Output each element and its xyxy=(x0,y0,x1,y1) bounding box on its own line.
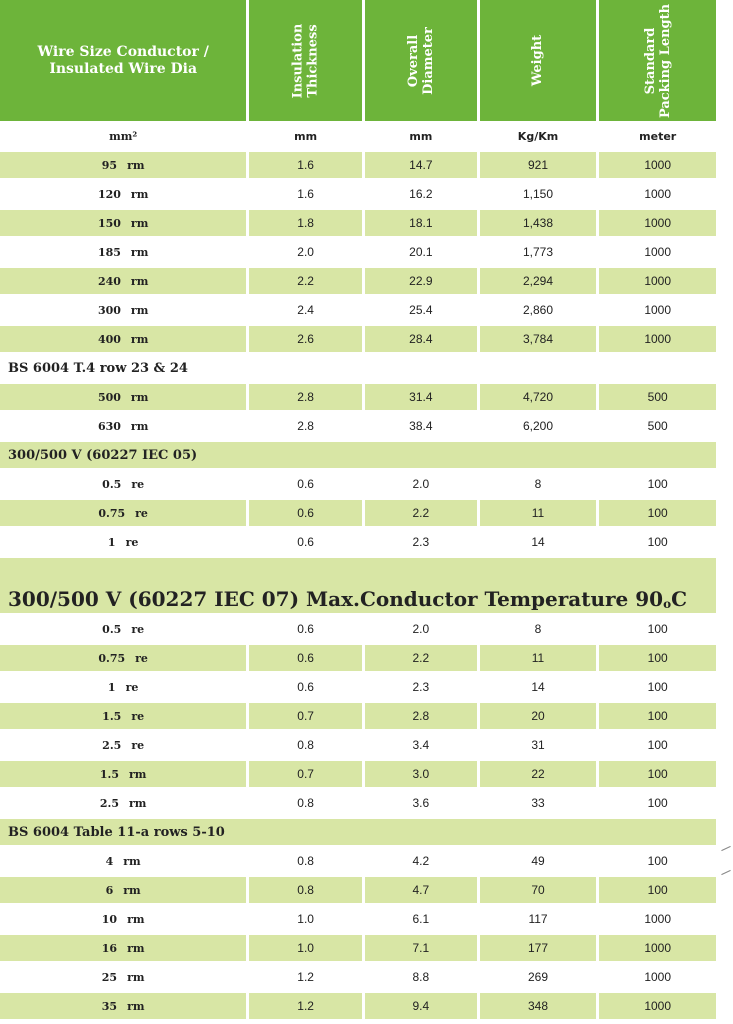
cell-dia: 18.1 xyxy=(365,210,477,236)
size-unit: rm xyxy=(123,854,141,868)
table-row xyxy=(0,268,716,294)
cell-wt: 8 xyxy=(534,477,542,491)
group-bs6004-11a xyxy=(0,848,716,1019)
cell-wire-size xyxy=(0,210,246,236)
size-unit: rm xyxy=(130,419,149,433)
cell-dia: 2.3 xyxy=(412,535,430,549)
size-value: 400 xyxy=(97,332,121,346)
cell-wire-size xyxy=(0,906,246,932)
section-iec05: 300/500 V (60227 IEC 05) xyxy=(0,442,716,468)
cell-dia: 2.2 xyxy=(365,500,477,526)
table-row xyxy=(0,413,716,439)
size-value: 0.75 xyxy=(98,651,126,665)
cell-wire-size xyxy=(0,935,246,961)
cell-wire-size xyxy=(0,413,246,439)
cell-wt: 33 xyxy=(531,796,545,810)
size-unit: rm xyxy=(127,941,145,955)
size-unit: re xyxy=(131,622,145,636)
cell-len: 1000 xyxy=(599,210,716,236)
table-row xyxy=(0,210,716,236)
cell-wire-size xyxy=(0,500,246,526)
table-row xyxy=(0,674,716,700)
cell-wt: 11 xyxy=(480,500,597,526)
edge-mark xyxy=(721,870,730,875)
cell-wt: 1,150 xyxy=(522,187,554,201)
size-value: 10 xyxy=(101,912,118,926)
table-row xyxy=(0,935,716,961)
table-row xyxy=(0,761,716,787)
unit-length: meter xyxy=(639,129,677,143)
cell-len: 100 xyxy=(647,477,668,491)
cell-thk: 2.8 xyxy=(249,384,362,410)
cell-len: 100 xyxy=(647,796,668,810)
table-row xyxy=(0,297,716,323)
size-value: 4 xyxy=(105,854,114,868)
cell-dia: 22.9 xyxy=(365,268,477,294)
size-value: 2.5 xyxy=(102,738,122,752)
cell-wt: 117 xyxy=(528,912,548,926)
cell-thk: 1.2 xyxy=(249,993,362,1019)
cell-thk: 0.6 xyxy=(249,645,362,671)
cell-wire-size xyxy=(0,384,246,410)
cell-thk: 0.7 xyxy=(249,703,362,729)
cell-wt: 1,773 xyxy=(522,245,554,259)
size-value: 0.5 xyxy=(102,477,122,491)
size-value: 0.5 xyxy=(102,622,122,636)
cell-thk: 0.6 xyxy=(297,680,314,694)
section-iec07-tail: C xyxy=(671,587,688,611)
size-unit: rm xyxy=(130,187,149,201)
section-bs6004-11a: BS 6004 Table 11-a rows 5-10 xyxy=(0,819,716,845)
header-weight-label: Weight xyxy=(530,34,546,87)
size-value: 630 xyxy=(97,419,121,433)
table-row xyxy=(0,906,716,932)
size-value: 185 xyxy=(97,245,121,259)
size-unit: rm xyxy=(127,912,145,926)
header-insulation-line2: Thickness xyxy=(305,23,321,98)
cell-wt: 6,200 xyxy=(522,419,554,433)
header-packing-length xyxy=(599,0,716,121)
cell-len: 1000 xyxy=(599,993,716,1019)
cell-len: 1000 xyxy=(644,245,672,259)
size-unit: rm xyxy=(130,245,149,259)
cell-wt: 22 xyxy=(480,761,597,787)
cell-len: 1000 xyxy=(599,326,716,352)
size-value: 1.5 xyxy=(99,767,119,781)
size-value: 150 xyxy=(97,216,121,230)
table-row xyxy=(0,964,716,990)
table-row xyxy=(0,152,716,178)
size-value: 1 xyxy=(107,680,116,694)
cell-dia: 2.8 xyxy=(365,703,477,729)
size-unit: rm xyxy=(130,303,149,317)
cell-thk: 0.8 xyxy=(249,877,362,903)
cell-len: 1000 xyxy=(644,187,672,201)
cell-len: 1000 xyxy=(599,152,716,178)
cell-thk: 2.2 xyxy=(249,268,362,294)
size-unit: rm xyxy=(130,216,149,230)
cell-wire-size xyxy=(0,703,246,729)
size-unit: rm xyxy=(129,796,147,810)
cell-wt: 3,784 xyxy=(480,326,597,352)
header-wire-size xyxy=(0,0,246,121)
size-unit: rm xyxy=(130,332,149,346)
table-row xyxy=(0,181,716,207)
cell-wt: 49 xyxy=(531,854,545,868)
cell-len: 1000 xyxy=(644,970,672,984)
cell-len: 100 xyxy=(647,622,668,636)
cell-thk: 0.8 xyxy=(297,738,314,752)
cell-thk: 1.6 xyxy=(297,187,314,201)
cell-len: 1000 xyxy=(644,303,672,317)
cell-len: 500 xyxy=(647,419,668,433)
cell-thk: 0.6 xyxy=(249,500,362,526)
cell-wire-size xyxy=(0,761,246,787)
cell-dia: 2.2 xyxy=(365,645,477,671)
table-row xyxy=(0,993,716,1019)
header-packing-line2: Packing Length xyxy=(657,3,673,118)
size-unit: re xyxy=(125,680,139,694)
cell-thk: 1.2 xyxy=(297,970,314,984)
header-insulation-line1: Insulation xyxy=(290,23,306,98)
table-row xyxy=(0,848,716,874)
size-value: 120 xyxy=(97,187,121,201)
cell-thk: 1.0 xyxy=(249,935,362,961)
size-value: 240 xyxy=(97,274,121,288)
size-value: 6 xyxy=(105,883,114,897)
cell-len: 1000 xyxy=(644,912,672,926)
size-value: 300 xyxy=(97,303,121,317)
table-row xyxy=(0,326,716,352)
cell-wt: 921 xyxy=(480,152,597,178)
cell-dia: 7.1 xyxy=(365,935,477,961)
cell-dia: 2.3 xyxy=(412,680,430,694)
cell-dia: 14.7 xyxy=(365,152,477,178)
section-iec07-sup: o xyxy=(663,597,672,611)
cell-wt: 1,438 xyxy=(480,210,597,236)
cell-wt: 31 xyxy=(531,738,545,752)
table-header xyxy=(0,0,716,121)
section-bs6004-t4: BS 6004 T.4 row 23 & 24 xyxy=(8,360,188,376)
cell-wt: 177 xyxy=(480,935,597,961)
size-value: 0.75 xyxy=(98,506,126,520)
size-value: 35 xyxy=(101,999,118,1013)
table-row xyxy=(0,732,716,758)
size-unit: rm xyxy=(127,999,145,1013)
cell-dia: 31.4 xyxy=(365,384,477,410)
cell-len: 100 xyxy=(599,761,716,787)
table-row xyxy=(0,877,716,903)
cell-dia: 20.1 xyxy=(409,245,433,259)
cell-dia: 4.2 xyxy=(412,854,430,868)
cell-wire-size xyxy=(0,645,246,671)
table-row xyxy=(0,529,716,555)
cell-len: 100 xyxy=(599,877,716,903)
table-row xyxy=(0,384,716,410)
cell-wire-size xyxy=(0,877,246,903)
table-row xyxy=(0,471,716,497)
cell-thk: 0.8 xyxy=(297,796,314,810)
size-unit: rm xyxy=(127,158,145,172)
cell-len: 100 xyxy=(647,680,668,694)
size-value: 500 xyxy=(97,390,121,404)
table-row xyxy=(0,500,716,526)
cell-thk: 0.6 xyxy=(297,622,314,636)
cell-dia: 3.0 xyxy=(365,761,477,787)
edge-mark xyxy=(721,846,730,851)
cell-thk: 1.0 xyxy=(297,912,314,926)
cell-len: 100 xyxy=(599,645,716,671)
cell-len: 100 xyxy=(647,738,668,752)
size-unit: rm xyxy=(127,970,145,984)
cell-wt: 14 xyxy=(531,680,545,694)
cell-thk: 0.7 xyxy=(249,761,362,787)
cell-wire-size xyxy=(0,239,246,265)
cell-len: 1000 xyxy=(599,935,716,961)
cell-dia: 28.4 xyxy=(365,326,477,352)
table-row xyxy=(0,645,716,671)
cell-wire-size xyxy=(0,326,246,352)
cell-wt: 70 xyxy=(480,877,597,903)
unit-weight: Kg/Km xyxy=(517,129,559,143)
size-value: 25 xyxy=(101,970,118,984)
cell-thk: 1.6 xyxy=(249,152,362,178)
cell-wire-size xyxy=(0,993,246,1019)
cell-wire-size xyxy=(0,616,246,642)
cell-wire-size xyxy=(0,181,246,207)
table-row xyxy=(0,790,716,816)
cell-wire-size xyxy=(0,152,246,178)
size-value: 1 xyxy=(107,535,116,549)
section-iec07-text: 300/500 V (60227 IEC 07) Max.Conductor Temperature 90 xyxy=(8,587,664,611)
cell-wt: 20 xyxy=(480,703,597,729)
table-row xyxy=(0,239,716,265)
cell-wt: 2,860 xyxy=(522,303,554,317)
size-unit: re xyxy=(131,477,145,491)
unit-size: mm² xyxy=(109,129,138,143)
cell-dia: 16.2 xyxy=(409,187,433,201)
table-row xyxy=(0,703,716,729)
cell-dia: 4.7 xyxy=(365,877,477,903)
cell-wire-size xyxy=(0,848,246,874)
group-iec05 xyxy=(0,471,716,555)
cell-dia: 38.4 xyxy=(409,419,433,433)
cell-wire-size xyxy=(0,471,246,497)
size-unit: re xyxy=(131,709,145,723)
cell-thk: 2.4 xyxy=(297,303,314,317)
cell-thk: 2.0 xyxy=(297,245,314,259)
section-iec07 xyxy=(0,558,716,613)
size-value: 16 xyxy=(101,941,118,955)
size-value: 2.5 xyxy=(99,796,119,810)
cell-thk: 0.8 xyxy=(297,854,314,868)
header-packing-line1: Standard xyxy=(642,27,658,94)
header-insulation-thickness xyxy=(249,0,362,121)
cell-wire-size xyxy=(0,297,246,323)
unit-thickness: mm xyxy=(294,129,318,143)
size-unit: re xyxy=(131,738,145,752)
cell-dia: 9.4 xyxy=(365,993,477,1019)
header-wire-size-label: Wire Size Conductor / Insulated Wire Dia xyxy=(37,43,209,77)
cell-wire-size xyxy=(0,790,246,816)
cell-wt: 269 xyxy=(527,970,549,984)
header-diameter-line2: Diameter xyxy=(420,26,436,95)
cell-thk: 0.6 xyxy=(297,535,314,549)
cell-wt: 348 xyxy=(480,993,597,1019)
size-unit: rm xyxy=(130,390,149,404)
cell-dia: 2.0 xyxy=(412,477,430,491)
cell-wire-size xyxy=(0,964,246,990)
group-500-630 xyxy=(0,384,716,439)
cell-wt: 4,720 xyxy=(480,384,597,410)
size-unit: re xyxy=(135,651,148,665)
cell-thk: 1.8 xyxy=(249,210,362,236)
cell-wt: 14 xyxy=(531,535,545,549)
cell-dia: 3.4 xyxy=(412,738,430,752)
size-unit: re xyxy=(135,506,148,520)
group-large-rm xyxy=(0,152,716,352)
group-iec07 xyxy=(0,616,716,816)
cell-dia: 8.8 xyxy=(412,970,430,984)
units-row xyxy=(0,123,716,149)
size-unit: rm xyxy=(130,274,149,288)
header-diameter-line1: Overall xyxy=(405,34,421,87)
cell-thk: 0.6 xyxy=(297,477,314,491)
cell-wire-size xyxy=(0,529,246,555)
cell-len: 500 xyxy=(599,384,716,410)
cell-len: 1000 xyxy=(599,268,716,294)
cell-wire-size xyxy=(0,268,246,294)
size-value: 95 xyxy=(101,158,118,172)
cell-dia: 2.0 xyxy=(412,622,430,636)
cell-len: 100 xyxy=(647,535,668,549)
cell-wt: 2,294 xyxy=(480,268,597,294)
cell-wt: 11 xyxy=(480,645,597,671)
cell-wire-size xyxy=(0,674,246,700)
size-unit: re xyxy=(125,535,139,549)
unit-diameter: mm xyxy=(409,129,433,143)
cell-thk: 2.8 xyxy=(297,419,314,433)
cell-wire-size xyxy=(0,732,246,758)
header-weight xyxy=(480,0,597,121)
size-value: 1.5 xyxy=(102,709,122,723)
table-row xyxy=(0,616,716,642)
cell-thk: 2.6 xyxy=(249,326,362,352)
size-unit: rm xyxy=(123,883,141,897)
cell-len: 100 xyxy=(647,854,668,868)
cell-len: 100 xyxy=(599,500,716,526)
cell-dia: 6.1 xyxy=(412,912,430,926)
cell-dia: 25.4 xyxy=(409,303,433,317)
cell-wt: 8 xyxy=(534,622,542,636)
size-unit: rm xyxy=(129,767,147,781)
cell-len: 100 xyxy=(599,703,716,729)
header-overall-diameter xyxy=(365,0,477,121)
cell-dia: 3.6 xyxy=(412,796,430,810)
